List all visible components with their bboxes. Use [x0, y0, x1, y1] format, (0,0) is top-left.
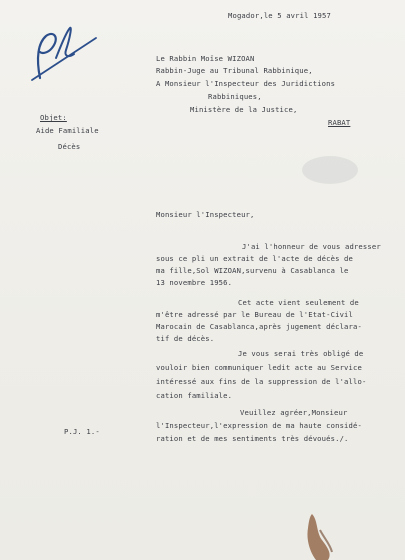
p4-line-2: l'Inspecteur,l'expression de ma haute considé- [156, 421, 362, 430]
p3-line-1: Je vous serai très obligé de [238, 349, 364, 358]
p1-line-3: ma fille,Sol WIZOAN,survenu à Casablanca le [156, 266, 349, 275]
p2-line-4: tif de décès. [156, 334, 215, 343]
p3-line-2: vouloir bien communiquer ledit acte au Service [156, 363, 362, 372]
enclosure-note: P.J. 1.- [64, 427, 100, 436]
p1-line-1: J'ai l'honneur de vous adresser [242, 242, 381, 251]
p3-line-3: intéressé aux fins de la suppression de l'allo- [156, 377, 367, 386]
paper-smudge [300, 150, 360, 190]
subject-line-2: Décès [58, 142, 81, 151]
subject-label: Objet: [40, 113, 67, 122]
p2-line-1: Cet acte vient seulement de [238, 298, 359, 307]
p4-line-1: Veuillez agréer,Monsieur [240, 408, 348, 417]
recipient-line-4: Rabbiniques, [208, 92, 262, 101]
paper-stain [298, 510, 344, 560]
place-date: Mogador,le 5 avril 1957 [228, 11, 331, 20]
recipient-line-2: Rabbin-Juge au Tribunal Rabbinique, [156, 66, 313, 75]
p3-line-4: cation familiale. [156, 391, 233, 400]
p1-line-4: 13 novembre 1956. [156, 278, 233, 287]
p2-line-2: m'être adressé par le Bureau de l'Etat-Civil [156, 310, 353, 319]
recipient-city: RABAT [328, 118, 351, 127]
p1-line-2: sous ce pli un extrait de l'acte de décès de [156, 254, 353, 263]
recipient-line-5: Ministère de la Justice, [190, 105, 298, 114]
recipient-line-3: A Monsieur l'Inspecteur des Juridictions [156, 79, 336, 88]
p2-line-3: Marocain de Casablanca,après jugement déclara- [156, 322, 362, 331]
handwritten-initials-mark [26, 18, 106, 88]
recipient-line-1: Le Rabbin Moïse WIZOAN [156, 54, 255, 63]
subject-line-1: Aide Familiale [36, 126, 99, 135]
salutation: Monsieur l'Inspecteur, [156, 210, 255, 219]
p4-line-3: ration et de mes sentiments très dévoués./. [156, 434, 349, 443]
